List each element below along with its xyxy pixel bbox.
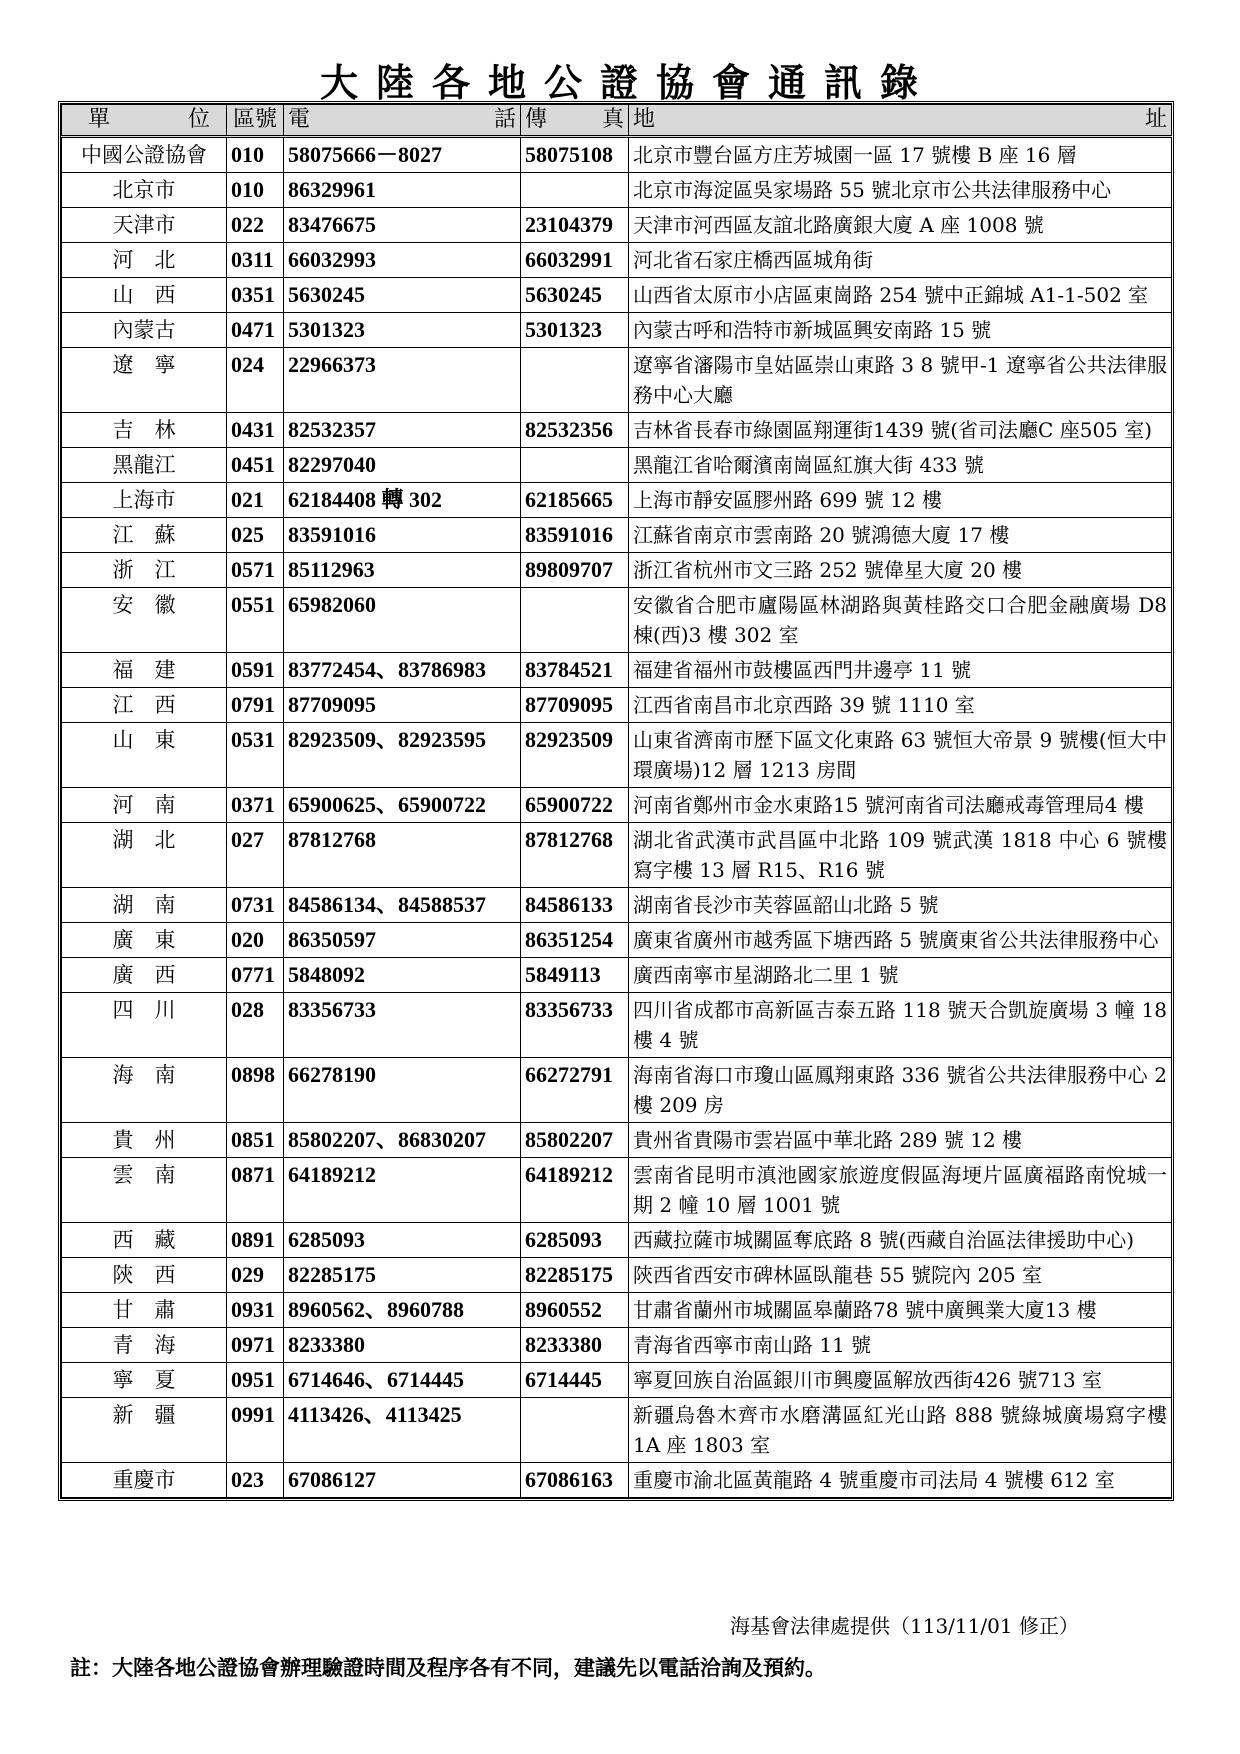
cell-area-code: 028 <box>227 993 284 1058</box>
cell-fax: 82285175 <box>521 1258 629 1293</box>
cell-unit: 新 疆 <box>62 1398 227 1463</box>
cell-area-code: 022 <box>227 208 284 243</box>
cell-fax: 87812768 <box>521 823 629 888</box>
table-row <box>62 518 1172 553</box>
cell-fax: 62185665 <box>521 483 629 518</box>
cell-fax <box>521 1398 629 1463</box>
directory-table <box>58 101 1174 1501</box>
table-row <box>62 923 1172 958</box>
cell-fax: 84586133 <box>521 888 629 923</box>
cell-address: 北京市豐台區方庄芳城園一區 17 號樓 B 座 16 層 <box>629 137 1172 173</box>
cell-area-code: 025 <box>227 518 284 553</box>
cell-phone: 65982060 <box>284 588 521 653</box>
table-row <box>62 278 1172 313</box>
cell-phone: 82923509、82923595 <box>284 723 521 788</box>
cell-area-code: 0851 <box>227 1123 284 1158</box>
cell-address: 青海省西寧市南山路 11 號 <box>629 1328 1172 1363</box>
cell-fax: 23104379 <box>521 208 629 243</box>
cell-unit: 安 徽 <box>62 588 227 653</box>
table-row <box>62 348 1172 413</box>
cell-fax: 5630245 <box>521 278 629 313</box>
cell-address: 山東省濟南市歷下區文化東路 63 號恒大帝景 9 號樓(恒大中環廣場)12 層 1213 房間 <box>629 723 1172 788</box>
cell-unit: 上海市 <box>62 483 227 518</box>
cell-fax: 83591016 <box>521 518 629 553</box>
cell-area-code: 021 <box>227 483 284 518</box>
cell-unit: 黑龍江 <box>62 448 227 483</box>
cell-unit: 山 西 <box>62 278 227 313</box>
table-row <box>62 1258 1172 1293</box>
cell-address: 上海市靜安區膠州路 699 號 12 樓 <box>629 483 1172 518</box>
cell-phone: 83356733 <box>284 993 521 1058</box>
cell-fax: 5301323 <box>521 313 629 348</box>
cell-phone: 82285175 <box>284 1258 521 1293</box>
cell-phone: 85112963 <box>284 553 521 588</box>
cell-fax: 65900722 <box>521 788 629 823</box>
cell-unit: 內蒙古 <box>62 313 227 348</box>
header-fax-part: 真 <box>601 107 624 132</box>
cell-address: 廣西南寧市星湖路北二里 1 號 <box>629 958 1172 993</box>
cell-unit: 天津市 <box>62 208 227 243</box>
cell-fax: 86351254 <box>521 923 629 958</box>
cell-phone: 83476675 <box>284 208 521 243</box>
cell-unit: 中國公證協會 <box>62 137 227 173</box>
cell-area-code: 029 <box>227 1258 284 1293</box>
cell-phone: 6285093 <box>284 1223 521 1258</box>
cell-unit: 重慶市 <box>62 1463 227 1498</box>
cell-phone: 6714646、6714445 <box>284 1363 521 1398</box>
cell-area-code: 0871 <box>227 1158 284 1223</box>
cell-unit: 北京市 <box>62 173 227 208</box>
cell-fax <box>521 588 629 653</box>
cell-area-code: 0991 <box>227 1398 284 1463</box>
table-row <box>62 1058 1172 1123</box>
cell-area-code: 0891 <box>227 1223 284 1258</box>
header-phone-part: 電 <box>288 107 311 132</box>
cell-unit: 青 海 <box>62 1328 227 1363</box>
cell-area-code: 0971 <box>227 1328 284 1363</box>
cell-area-code: 0531 <box>227 723 284 788</box>
header-address-part: 址 <box>1144 107 1167 132</box>
table-row <box>62 243 1172 278</box>
cell-address: 寧夏回族自治區銀川市興慶區解放西街426 號713 室 <box>629 1363 1172 1398</box>
table-body <box>62 137 1172 1498</box>
cell-fax: 8960552 <box>521 1293 629 1328</box>
cell-fax: 66272791 <box>521 1058 629 1123</box>
cell-phone: 5301323 <box>284 313 521 348</box>
table-row <box>62 1398 1172 1463</box>
cell-unit: 吉 林 <box>62 413 227 448</box>
cell-unit: 江 西 <box>62 688 227 723</box>
cell-phone: 86329961 <box>284 173 521 208</box>
cell-area-code: 0791 <box>227 688 284 723</box>
header-unit-part: 單 <box>88 107 111 132</box>
cell-address: 北京市海淀區吳家場路 55 號北京市公共法律服務中心 <box>629 173 1172 208</box>
table-row <box>62 413 1172 448</box>
cell-unit: 廣 東 <box>62 923 227 958</box>
cell-area-code: 0471 <box>227 313 284 348</box>
cell-unit: 貴 州 <box>62 1123 227 1158</box>
cell-unit: 四 川 <box>62 993 227 1058</box>
cell-unit: 遼 寧 <box>62 348 227 413</box>
cell-fax: 64189212 <box>521 1158 629 1223</box>
table-row <box>62 1363 1172 1398</box>
cell-address: 吉林省長春市綠園區翔運街1439 號(省司法廳C 座505 室) <box>629 413 1172 448</box>
header-code: 區號 <box>227 105 284 137</box>
header-address-part: 地 <box>633 107 656 132</box>
cell-unit: 江 蘇 <box>62 518 227 553</box>
cell-unit: 湖 北 <box>62 823 227 888</box>
cell-address: 江蘇省南京市雲南路 20 號鴻德大廈 17 樓 <box>629 518 1172 553</box>
cell-unit: 河 南 <box>62 788 227 823</box>
cell-phone: 66278190 <box>284 1058 521 1123</box>
cell-address: 陝西省西安市碑林區臥龍巷 55 號院內 205 室 <box>629 1258 1172 1293</box>
cell-area-code: 010 <box>227 173 284 208</box>
header-address <box>629 105 1172 137</box>
cell-fax: 83356733 <box>521 993 629 1058</box>
cell-unit: 浙 江 <box>62 553 227 588</box>
cell-address: 河北省石家庄橋西區城角街 <box>629 243 1172 278</box>
cell-unit: 湖 南 <box>62 888 227 923</box>
cell-area-code: 0951 <box>227 1363 284 1398</box>
cell-unit: 西 藏 <box>62 1223 227 1258</box>
table-row <box>62 1158 1172 1223</box>
cell-fax: 66032991 <box>521 243 629 278</box>
cell-fax: 6285093 <box>521 1223 629 1258</box>
table-row <box>62 1293 1172 1328</box>
cell-fax <box>521 173 629 208</box>
cell-address: 雲南省昆明市滇池國家旅遊度假區海埂片區廣福路南悅城一期 2 幢 10 層 1001 號 <box>629 1158 1172 1223</box>
cell-area-code: 027 <box>227 823 284 888</box>
table-row <box>62 1123 1172 1158</box>
cell-phone: 4113426、4113425 <box>284 1398 521 1463</box>
cell-area-code: 0351 <box>227 278 284 313</box>
cell-phone: 84586134、84588537 <box>284 888 521 923</box>
cell-fax: 87709095 <box>521 688 629 723</box>
cell-fax: 89809707 <box>521 553 629 588</box>
cell-fax: 82532356 <box>521 413 629 448</box>
cell-phone: 22966373 <box>284 348 521 413</box>
footnote: 註：大陸各地公證協會辦理驗證時間及程序各有不同，建議先以電話洽詢及預約。 <box>70 1656 826 1680</box>
cell-phone: 82297040 <box>284 448 521 483</box>
cell-phone: 8960562、8960788 <box>284 1293 521 1328</box>
table-row <box>62 313 1172 348</box>
cell-area-code: 0731 <box>227 888 284 923</box>
cell-phone: 85802207、86830207 <box>284 1123 521 1158</box>
cell-unit: 陝 西 <box>62 1258 227 1293</box>
cell-address: 山西省太原市小店區東崗路 254 號中正錦城 A1-1-502 室 <box>629 278 1172 313</box>
cell-phone: 66032993 <box>284 243 521 278</box>
cell-phone: 87709095 <box>284 688 521 723</box>
cell-unit: 海 南 <box>62 1058 227 1123</box>
cell-address: 湖南省長沙市芙蓉區韶山北路 5 號 <box>629 888 1172 923</box>
cell-address: 遼寧省瀋陽市皇姑區崇山東路 3 8 號甲-1 遼寧省公共法律服務中心大廳 <box>629 348 1172 413</box>
table-row <box>62 958 1172 993</box>
cell-fax <box>521 348 629 413</box>
cell-unit: 河 北 <box>62 243 227 278</box>
cell-address: 四川省成都市高新區吉泰五路 118 號天合凱旋廣場 3 幢 18 樓 4 號 <box>629 993 1172 1058</box>
cell-unit: 福 建 <box>62 653 227 688</box>
cell-unit: 山 東 <box>62 723 227 788</box>
cell-area-code: 0898 <box>227 1058 284 1123</box>
cell-phone: 83772454、83786983 <box>284 653 521 688</box>
cell-fax: 82923509 <box>521 723 629 788</box>
header-fax-part: 傳 <box>525 107 548 132</box>
cell-phone: 86350597 <box>284 923 521 958</box>
cell-area-code: 0451 <box>227 448 284 483</box>
cell-fax: 8233380 <box>521 1328 629 1363</box>
cell-unit: 甘 肅 <box>62 1293 227 1328</box>
table-row <box>62 208 1172 243</box>
cell-fax: 67086163 <box>521 1463 629 1498</box>
cell-address: 甘肅省蘭州市城關區皋蘭路78 號中廣興業大廈13 樓 <box>629 1293 1172 1328</box>
cell-phone: 62184408 轉 302 <box>284 483 521 518</box>
cell-address: 西藏拉薩市城關區奪底路 8 號(西藏自治區法律援助中心) <box>629 1223 1172 1258</box>
cell-area-code: 023 <box>227 1463 284 1498</box>
cell-address: 廣東省廣州市越秀區下塘西路 5 號廣東省公共法律服務中心 <box>629 923 1172 958</box>
cell-phone: 5848092 <box>284 958 521 993</box>
table-row <box>62 788 1172 823</box>
cell-address: 內蒙古呼和浩特市新城區興安南路 15 號 <box>629 313 1172 348</box>
table-row <box>62 553 1172 588</box>
table-row <box>62 993 1172 1058</box>
cell-fax: 58075108 <box>521 137 629 173</box>
cell-fax: 5849113 <box>521 958 629 993</box>
table-row <box>62 448 1172 483</box>
cell-phone: 65900625、65900722 <box>284 788 521 823</box>
table-row <box>62 888 1172 923</box>
page-title: 大陸各地公證協會通訊錄 <box>320 52 920 113</box>
cell-area-code: 0311 <box>227 243 284 278</box>
cell-area-code: 0431 <box>227 413 284 448</box>
header-unit-part: 位 <box>187 107 210 132</box>
cell-address: 天津市河西區友誼北路廣銀大廈 A 座 1008 號 <box>629 208 1172 243</box>
cell-phone: 83591016 <box>284 518 521 553</box>
table-row <box>62 588 1172 653</box>
header-phone-part: 話 <box>493 107 516 132</box>
table-row <box>62 173 1172 208</box>
cell-address: 新疆烏魯木齊市水磨溝區紅光山路 888 號綠城廣場寫字樓 1A 座 1803 室 <box>629 1398 1172 1463</box>
cell-fax <box>521 448 629 483</box>
table-row <box>62 653 1172 688</box>
cell-address: 黑龍江省哈爾濱南崗區紅旗大街 433 號 <box>629 448 1172 483</box>
cell-phone: 5630245 <box>284 278 521 313</box>
table-row <box>62 1223 1172 1258</box>
table-header-row <box>62 105 1172 137</box>
cell-unit: 雲 南 <box>62 1158 227 1223</box>
cell-area-code: 020 <box>227 923 284 958</box>
source-note: 海基會法律處提供（113/11/01 修正） <box>730 1614 1079 1638</box>
table-row <box>62 137 1172 173</box>
table-row <box>62 1328 1172 1363</box>
header-phone <box>284 105 521 137</box>
cell-unit: 廣 西 <box>62 958 227 993</box>
cell-address: 貴州省貴陽市雲岩區中華北路 289 號 12 樓 <box>629 1123 1172 1158</box>
cell-phone: 64189212 <box>284 1158 521 1223</box>
cell-area-code: 010 <box>227 137 284 173</box>
table-row <box>62 723 1172 788</box>
cell-fax: 6714445 <box>521 1363 629 1398</box>
cell-area-code: 024 <box>227 348 284 413</box>
cell-address: 河南省鄭州市金水東路15 號河南省司法廳戒毒管理局4 樓 <box>629 788 1172 823</box>
cell-phone: 82532357 <box>284 413 521 448</box>
cell-address: 江西省南昌市北京西路 39 號 1110 室 <box>629 688 1172 723</box>
table-row <box>62 1463 1172 1498</box>
cell-fax: 85802207 <box>521 1123 629 1158</box>
table-row <box>62 483 1172 518</box>
header-fax <box>521 105 629 137</box>
cell-phone: 87812768 <box>284 823 521 888</box>
cell-address: 湖北省武漢市武昌區中北路 109 號武漢 1818 中心 6 號樓寫字樓 13 層 R15、R16 號 <box>629 823 1172 888</box>
cell-address: 安徽省合肥市廬陽區林湖路與黃桂路交口合肥金融廣場 D8 棟(西)3 樓 302 室 <box>629 588 1172 653</box>
cell-area-code: 0371 <box>227 788 284 823</box>
cell-area-code: 0931 <box>227 1293 284 1328</box>
cell-address: 浙江省杭州市文三路 252 號偉星大廈 20 樓 <box>629 553 1172 588</box>
cell-unit: 寧 夏 <box>62 1363 227 1398</box>
cell-address: 海南省海口市瓊山區鳳翔東路 336 號省公共法律服務中心 2 樓 209 房 <box>629 1058 1172 1123</box>
table-row <box>62 688 1172 723</box>
cell-area-code: 0551 <box>227 588 284 653</box>
cell-area-code: 0571 <box>227 553 284 588</box>
cell-phone: 67086127 <box>284 1463 521 1498</box>
cell-fax: 83784521 <box>521 653 629 688</box>
table-row <box>62 823 1172 888</box>
cell-address: 重慶市渝北區黃龍路 4 號重慶市司法局 4 號樓 612 室 <box>629 1463 1172 1498</box>
cell-area-code: 0771 <box>227 958 284 993</box>
cell-address: 福建省福州市鼓樓區西門井邊亭 11 號 <box>629 653 1172 688</box>
cell-phone: 8233380 <box>284 1328 521 1363</box>
cell-area-code: 0591 <box>227 653 284 688</box>
header-unit <box>62 105 227 137</box>
cell-phone: 58075666－8027 <box>284 137 521 173</box>
